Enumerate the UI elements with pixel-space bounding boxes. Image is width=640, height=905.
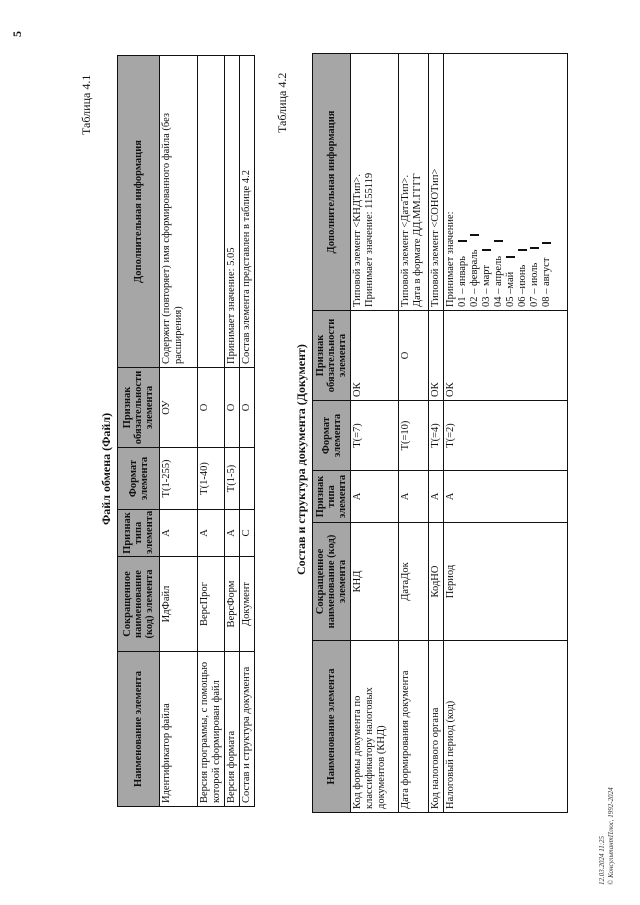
stamp-source: © КонсультантПлюс, 1992-2024 [607,787,615,885]
list-item: 07 – июль [529,57,541,307]
table-cell: А [399,471,429,523]
stamp-date: 12.03.2024 11:25 [598,835,606,885]
table-cell: ВерсФорм [225,557,240,652]
table-cell: Т(=7) [351,401,399,471]
table-cell: О [240,368,255,448]
table1-caption: Таблица 4.1 [79,74,93,135]
table-cell: Налоговый период (код) [444,641,568,813]
table-cell: Т(=4) [429,401,444,471]
list-item: 06 –июнь [517,57,529,307]
table1-header-cell: Сокращенное наименование (код) элемента [118,557,160,652]
table-row [444,54,568,813]
table-cell: Код налогового органа [429,641,444,813]
table-cell: Документ [240,557,255,652]
list-item: 03 – март [481,57,493,307]
table1-title: Файл обмена (Файл) [99,412,113,525]
table-cell: КНД [351,523,399,641]
footer-stamp [598,787,616,885]
table-cell: Типовой элемент <КНДТип>. Принимает значение: 1155119 [351,54,399,311]
table-cell [240,448,255,510]
table-row [225,56,240,807]
table-cell: Т(=10) [399,401,429,471]
table-cell: Типовой элемент <СОНОТип> [429,54,444,311]
table-cell: А [198,510,225,557]
table-row [399,54,429,813]
table-row [160,56,198,807]
table-cell: С [240,510,255,557]
table-cell: ОК [351,311,399,401]
table-cell: А [429,471,444,523]
table1 [117,55,255,807]
table-row [429,54,444,813]
table2-header-cell: Сокращенное наименование (код) элемента [313,523,351,641]
table2-header-row [313,54,351,813]
table-cell: О [198,368,225,448]
table2-caption: Таблица 4.2 [275,72,289,133]
list-item: 04 – апрель [493,57,505,307]
table1-header-cell: Дополнительная информация [118,56,160,368]
table-cell: ОК [429,311,444,401]
table-cell: Содержит (повторяет) имя сформированного файла (без расширения) [160,56,198,368]
page-number: 5 [10,31,24,37]
table-row [351,54,399,813]
table-cell: Код формы документа по классификатору налоговых документов (КНД) [351,641,399,813]
table-row [198,56,225,807]
table2-header-cell: Формат элемента [313,401,351,471]
table2 [312,53,568,813]
table-cell: А [160,510,198,557]
table-cell [198,56,225,368]
table-cell: Версия формата [225,652,240,807]
list-item: 05 –май [505,57,517,307]
table1-header-row [118,56,160,807]
table1-header-cell: Признак типа элемента [118,510,160,557]
period-intro: Принимает значение: [445,211,456,307]
table-cell: Состав и структура документа [240,652,255,807]
period-values-cell [444,54,568,311]
table-cell: А [225,510,240,557]
table2-header-cell: Наименование элемента [313,641,351,813]
table-cell: ВерсПрог [198,557,225,652]
table-cell: Версия программы, с помощью которой сформирован файл [198,652,225,807]
table-cell: Дата формирования документа [399,641,429,813]
table1-header-cell: Признак обязательности элемента [118,368,160,448]
table2-header-cell: Признак типа элемента [313,471,351,523]
table-row [240,56,255,807]
table-cell: Т(1-40) [198,448,225,510]
table-cell: ОК [444,311,568,401]
list-item: 02 – февраль [469,57,481,307]
table-cell: Состав элемента представлен в таблице 4.2 [240,56,255,368]
table-cell: А [351,471,399,523]
table-cell: Идентификатор файла [160,652,198,807]
table-cell: А [444,471,568,523]
table-cell: ДатаДок [399,523,429,641]
table-cell: Принимает значение: 5.05 [225,56,240,368]
table-cell: ОУ [160,368,198,448]
table-cell: О [225,368,240,448]
list-item: 08 – август [541,57,553,307]
table1-header-cell: Формат элемента [118,448,160,510]
table-cell: КодНО [429,523,444,641]
list-item: 01 – январь [457,57,469,307]
table1-header-cell: Наименование элемента [118,652,160,807]
table2-title: Состав и структура документа (Документ) [294,344,308,575]
table2-header-cell: Дополнительная информация [313,54,351,311]
table-cell: Период [444,523,568,641]
table-cell: Типовой элемент <ДатаТип>. Дата в формате ДД.ММ.ГГГГ [399,54,429,311]
table-cell: Т(=2) [444,401,568,471]
table2-header-cell: Признак обязательности элемента [313,311,351,401]
table-cell: ИдФайл [160,557,198,652]
table-cell: Т(1-255) [160,448,198,510]
table-cell: О [399,311,429,401]
table-cell: Т(1-5) [225,448,240,510]
